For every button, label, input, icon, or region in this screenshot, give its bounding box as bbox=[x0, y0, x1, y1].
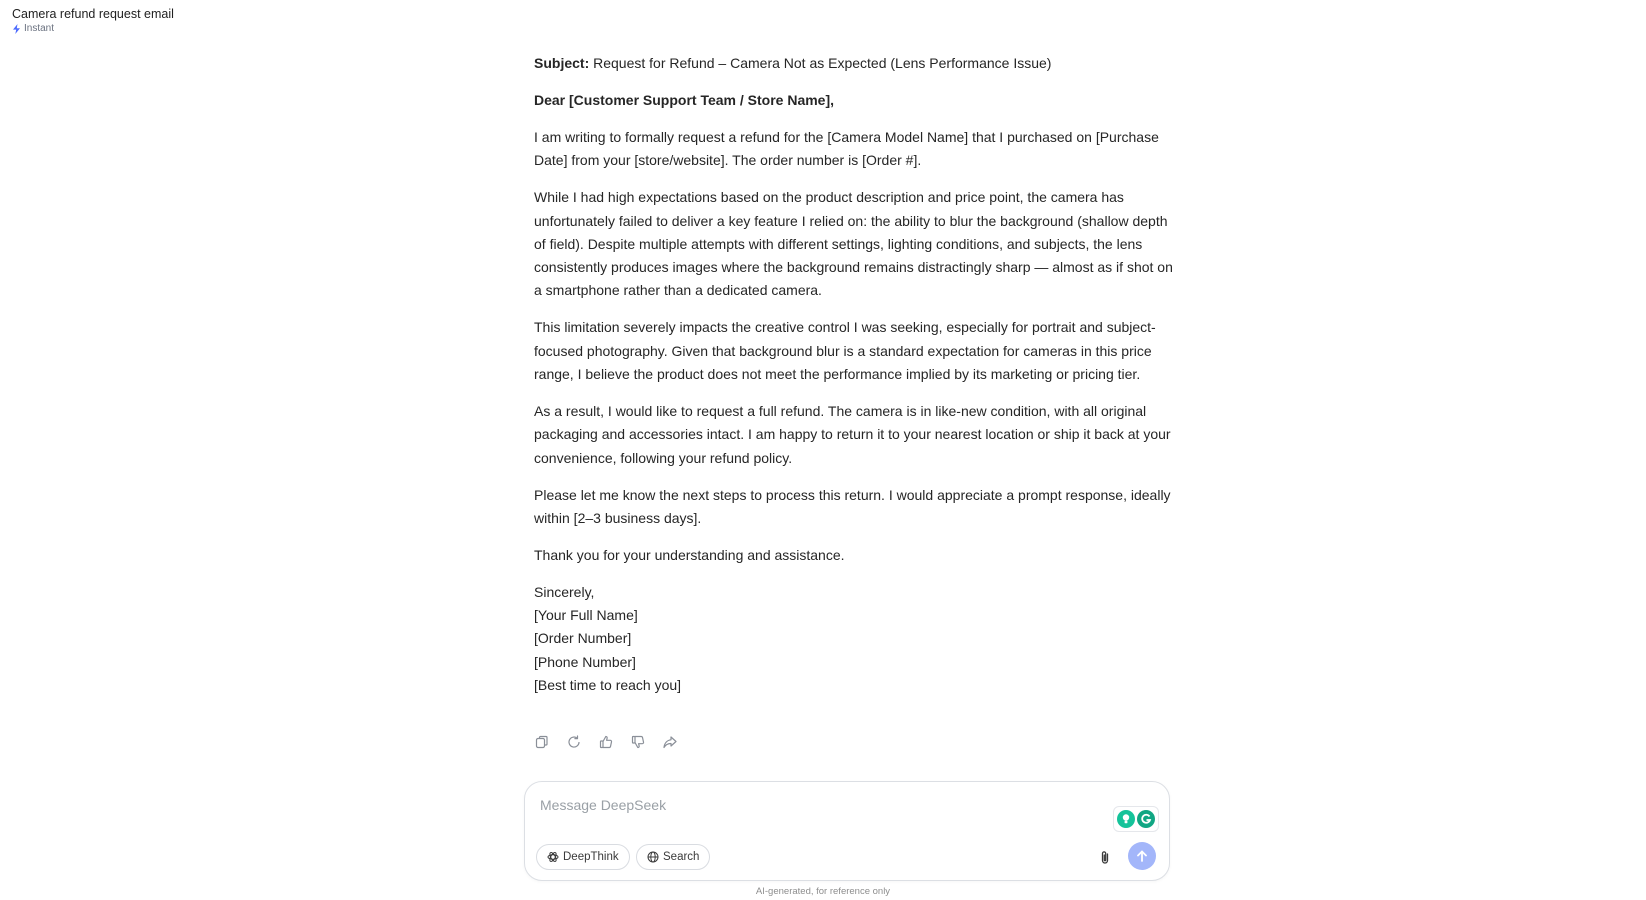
deepthink-icon bbox=[547, 851, 559, 863]
search-label: Search bbox=[663, 851, 700, 863]
lightbulb-icon bbox=[1117, 810, 1135, 828]
signature-name: [Your Full Name] bbox=[534, 607, 638, 624]
copy-button[interactable] bbox=[532, 732, 552, 752]
subject-text: Request for Refund – Camera Not as Expected (Lens Performance Issue) bbox=[593, 55, 1052, 71]
signature-time: [Best time to reach you] bbox=[534, 677, 682, 694]
grammarly-widget[interactable] bbox=[1113, 806, 1159, 832]
share-icon bbox=[663, 735, 677, 749]
attach-button[interactable] bbox=[1097, 849, 1113, 865]
paragraph-intro: I am writing to formally request a refund for the [Camera Model Name] that I purchased on [Purchase Date] from your [store/website]. The order number is [Order #]. bbox=[534, 128, 1159, 169]
signature-phone: [Phone Number] bbox=[534, 653, 636, 670]
regenerate-button[interactable] bbox=[564, 732, 584, 752]
grammarly-icon bbox=[1137, 810, 1155, 828]
paperclip-icon bbox=[1099, 850, 1111, 865]
mode-label: Instant bbox=[24, 23, 55, 34]
lightning-icon bbox=[12, 24, 21, 34]
deepthink-button[interactable] bbox=[536, 844, 630, 870]
paragraph-request: As a result, I would like to request a full refund. The camera is in like-new condition, with all original packaging and accessories intact. I am happy to return it to your nearest location or ship it back at your convenience, following your refund policy. bbox=[534, 403, 1171, 466]
copy-icon bbox=[535, 735, 549, 749]
signature-closing: Sincerely, bbox=[534, 583, 595, 600]
thumbs-up-button[interactable] bbox=[596, 732, 616, 752]
signature-order: [Order Number] bbox=[534, 630, 632, 647]
deepthink-label: DeepThink bbox=[563, 851, 619, 863]
paragraph-next-steps: Please let me know the next steps to process this return. I would appreciate a prompt response, ideally within [2–3 business days]. bbox=[534, 486, 1171, 526]
message-actions bbox=[532, 732, 680, 752]
mode-indicator bbox=[12, 23, 174, 35]
disclaimer-note: AI-generated, for reference only bbox=[755, 886, 891, 897]
message-composer bbox=[524, 781, 1170, 881]
arrow-up-icon bbox=[1135, 849, 1149, 863]
greeting: Dear [Customer Support Team / Store Name], bbox=[534, 91, 835, 108]
signature-block bbox=[534, 581, 1174, 697]
conversation-header bbox=[12, 6, 174, 35]
paragraph-impact: This limitation severely impacts the creative control I was seeking, especially for portrait and subject-focused photography. Given that background blur is a standard expectation for cameras in this price range, I believe the product does not meet the performance implied by its marketing or pricing tier. bbox=[534, 319, 1156, 383]
message-input[interactable] bbox=[540, 794, 1080, 816]
paragraph-thanks: Thank you for your understanding and assistance. bbox=[534, 546, 845, 563]
subject-line bbox=[534, 52, 1174, 75]
conversation-title[interactable]: Camera refund request email bbox=[12, 7, 174, 21]
share-button[interactable] bbox=[660, 732, 680, 752]
thumbs-down-button[interactable] bbox=[628, 732, 648, 752]
subject-label: Subject: bbox=[534, 55, 590, 71]
globe-icon bbox=[647, 851, 659, 863]
paragraph-issue: While I had high expectations based on the product description and price point, the camera has unfortunately failed to deliver a key feature I relied on: the ability to blur the background (shallow depth of field). Despite multiple attempts with different settings, lighting conditions, and subjects, the lens consistently produces images where the background remains distractingly sharp — almost as if shot on a smartphone rather than a dedicated camera. bbox=[534, 189, 1173, 299]
search-button[interactable] bbox=[636, 844, 710, 870]
regenerate-icon bbox=[567, 735, 581, 749]
thumbs-up-icon bbox=[599, 735, 613, 749]
send-button[interactable] bbox=[1128, 842, 1156, 870]
thumbs-down-icon bbox=[631, 735, 645, 749]
assistant-message bbox=[534, 52, 1174, 711]
